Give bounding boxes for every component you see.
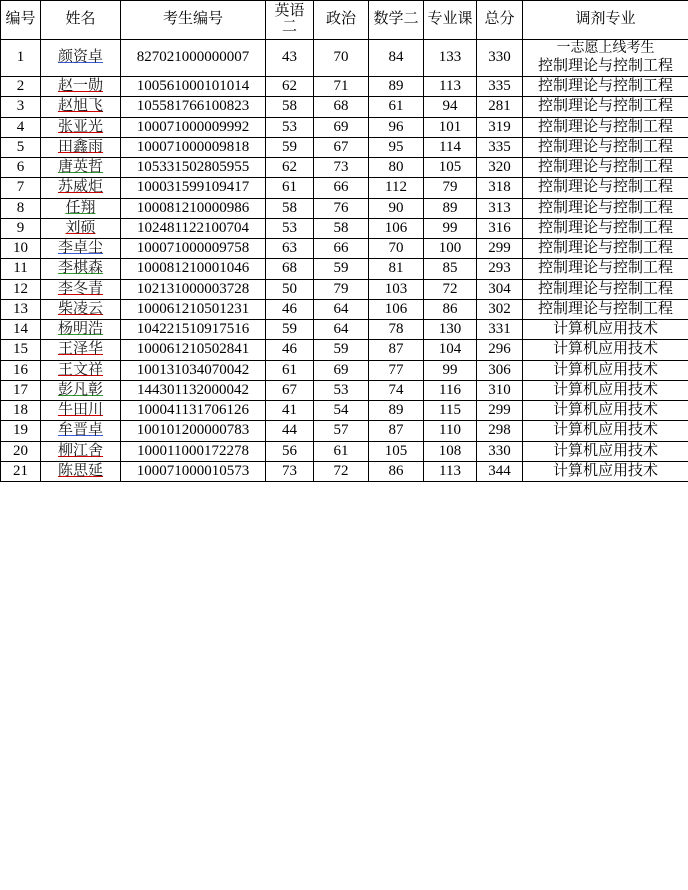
table-row: [1, 158, 688, 178]
cell-adjust-major: 计算机应用技术: [523, 461, 688, 481]
cell-exam-number: 102481122100704: [121, 218, 266, 238]
cell-math: 112: [369, 178, 424, 198]
cell-exam-number: 100031599109417: [121, 178, 266, 198]
candidate-name: 彭凡彰: [57, 381, 103, 398]
cell-math: 84: [369, 40, 424, 77]
candidate-name: 唐英哲: [57, 159, 103, 176]
cell-adjust-major: 控制理论与控制工程: [523, 178, 688, 198]
cell-english: 62: [266, 77, 314, 97]
header-politics: [314, 1, 369, 40]
cell-exam-number: 100071000009818: [121, 137, 266, 157]
cell-math: 70: [369, 239, 424, 259]
cell-id: 12: [1, 279, 41, 299]
cell-name: [41, 299, 121, 319]
cell-id: 5: [1, 137, 41, 157]
table-row: [1, 198, 688, 218]
header-id-text: 编号: [5, 11, 36, 28]
table-row: [1, 461, 688, 481]
cell-english: 44: [266, 421, 314, 441]
cell-total: 330: [477, 441, 523, 461]
cell-math: 89: [369, 401, 424, 421]
cell-exam-number: 827021000000007: [121, 40, 266, 77]
first-choice-note: 一志愿上线考生: [556, 41, 655, 56]
cell-politics: 69: [314, 117, 369, 137]
cell-politics: 71: [314, 77, 369, 97]
cell-adjust-major: 控制理论与控制工程: [523, 239, 688, 259]
cell-exam-number: 100081210001046: [121, 259, 266, 279]
cell-exam-number: 100071000010573: [121, 461, 266, 481]
cell-total: 330: [477, 40, 523, 77]
cell-total: 313: [477, 198, 523, 218]
cell-politics: 79: [314, 279, 369, 299]
cell-total: 320: [477, 158, 523, 178]
table-row: [1, 279, 688, 299]
cell-english: 68: [266, 259, 314, 279]
cell-math: 106: [369, 218, 424, 238]
cell-adjust-major: 控制理论与控制工程: [523, 218, 688, 238]
header-english: [266, 1, 314, 40]
cell-english: 63: [266, 239, 314, 259]
cell-name: [41, 401, 121, 421]
cell-adjust-major: 控制理论与控制工程: [523, 158, 688, 178]
cell-politics: 76: [314, 198, 369, 218]
candidate-name: 刘硕: [65, 219, 96, 236]
cell-major: 86: [424, 299, 477, 319]
cell-politics: 70: [314, 40, 369, 77]
cell-major: 100: [424, 239, 477, 259]
table-row: [1, 360, 688, 380]
cell-major: 133: [424, 40, 477, 77]
cell-major: 115: [424, 401, 477, 421]
cell-id: 16: [1, 360, 41, 380]
cell-name: [41, 360, 121, 380]
cell-politics: 68: [314, 97, 369, 117]
cell-english: 62: [266, 158, 314, 178]
cell-english: 46: [266, 340, 314, 360]
cell-id: 11: [1, 259, 41, 279]
cell-exam-number: 100061210501231: [121, 299, 266, 319]
cell-exam-number: 100081210000986: [121, 198, 266, 218]
cell-adjust-major: 控制理论与控制工程: [523, 77, 688, 97]
cell-major: 85: [424, 259, 477, 279]
cell-politics: 66: [314, 239, 369, 259]
cell-english: 58: [266, 198, 314, 218]
cell-adjust-major: 控制理论与控制工程: [523, 259, 688, 279]
cell-name: [41, 259, 121, 279]
cell-english: 59: [266, 137, 314, 157]
cell-math: 77: [369, 360, 424, 380]
table-row: [1, 299, 688, 319]
cell-name: [41, 117, 121, 137]
candidate-name: 王泽华: [57, 341, 103, 358]
cell-adjust-major: 计算机应用技术: [523, 421, 688, 441]
cell-math: 106: [369, 299, 424, 319]
cell-english: 41: [266, 401, 314, 421]
table-header-row: [1, 1, 688, 40]
cell-name: [41, 218, 121, 238]
cell-english: 61: [266, 360, 314, 380]
table-row: [1, 77, 688, 97]
cell-politics: 64: [314, 299, 369, 319]
cell-major: 89: [424, 198, 477, 218]
cell-total: 299: [477, 401, 523, 421]
cell-id: 1: [1, 40, 41, 77]
header-english-text: 英语二: [274, 3, 305, 35]
cell-adjust-major: 计算机应用技术: [523, 360, 688, 380]
cell-english: 50: [266, 279, 314, 299]
header-adjust-major-text: 调剂专业: [575, 11, 636, 28]
cell-total: 316: [477, 218, 523, 238]
cell-politics: 59: [314, 340, 369, 360]
cell-exam-number: 100101200000783: [121, 421, 266, 441]
cell-name: [41, 158, 121, 178]
table-row: [1, 421, 688, 441]
cell-id: 15: [1, 340, 41, 360]
cell-math: 103: [369, 279, 424, 299]
cell-politics: 58: [314, 218, 369, 238]
cell-exam-number: 100041131706126: [121, 401, 266, 421]
cell-exam-number: 105331502805955: [121, 158, 266, 178]
cell-english: 43: [266, 40, 314, 77]
cell-id: 2: [1, 77, 41, 97]
cell-english: 53: [266, 117, 314, 137]
cell-math: 105: [369, 441, 424, 461]
candidate-name: 李卓尘: [57, 240, 103, 257]
cell-major: 108: [424, 441, 477, 461]
table-body: [1, 40, 688, 482]
cell-name: [41, 461, 121, 481]
cell-english: 56: [266, 441, 314, 461]
cell-total: 335: [477, 77, 523, 97]
table-row: [1, 218, 688, 238]
header-id: [1, 1, 41, 40]
table-row: [1, 97, 688, 117]
cell-adjust-major: 控制理论与控制工程: [523, 137, 688, 157]
header-exam-number: [121, 1, 266, 40]
cell-name: [41, 380, 121, 400]
table-row: [1, 441, 688, 461]
cell-math: 78: [369, 320, 424, 340]
candidate-name: 柳江舍: [57, 442, 103, 459]
table-row: [1, 137, 688, 157]
cell-name: [41, 421, 121, 441]
cell-politics: 54: [314, 401, 369, 421]
header-math: [369, 1, 424, 40]
cell-id: 21: [1, 461, 41, 481]
cell-politics: 61: [314, 441, 369, 461]
candidate-name: 张亚光: [57, 118, 103, 135]
cell-name: [41, 178, 121, 198]
cell-name: [41, 239, 121, 259]
table-row: [1, 178, 688, 198]
cell-total: 319: [477, 117, 523, 137]
cell-total: 318: [477, 178, 523, 198]
cell-english: 53: [266, 218, 314, 238]
cell-total: 335: [477, 137, 523, 157]
candidate-name: 赵旭飞: [57, 98, 103, 115]
candidate-name: 李棋森: [57, 260, 103, 277]
cell-exam-number: 100131034070042: [121, 360, 266, 380]
cell-adjust-major: 计算机应用技术: [523, 380, 688, 400]
cell-exam-number: 104221510917516: [121, 320, 266, 340]
table-row: [1, 401, 688, 421]
cell-exam-number: 100561000101014: [121, 77, 266, 97]
cell-major: 101: [424, 117, 477, 137]
cell-math: 81: [369, 259, 424, 279]
cell-total: 344: [477, 461, 523, 481]
cell-total: 331: [477, 320, 523, 340]
cell-math: 86: [369, 461, 424, 481]
candidate-name: 颜资卓: [57, 49, 103, 66]
candidate-name: 杨明浩: [57, 321, 103, 338]
candidate-name: 任翔: [65, 199, 96, 216]
cell-politics: 69: [314, 360, 369, 380]
cell-math: 74: [369, 380, 424, 400]
cell-total: 281: [477, 97, 523, 117]
cell-name: [41, 279, 121, 299]
cell-major: 113: [424, 461, 477, 481]
cell-total: 293: [477, 259, 523, 279]
cell-math: 61: [369, 97, 424, 117]
cell-math: 95: [369, 137, 424, 157]
cell-politics: 57: [314, 421, 369, 441]
cell-politics: 66: [314, 178, 369, 198]
candidate-name: 牟晋卓: [57, 422, 103, 439]
cell-major: 114: [424, 137, 477, 157]
cell-math: 90: [369, 198, 424, 218]
cell-id: 17: [1, 380, 41, 400]
cell-exam-number: 100011000172278: [121, 441, 266, 461]
candidate-name: 陈思延: [57, 462, 103, 479]
candidate-name: 赵一勋: [57, 78, 103, 95]
cell-total: 310: [477, 380, 523, 400]
cell-id: 3: [1, 97, 41, 117]
header-math-text: 数学二: [373, 11, 419, 28]
table-row: [1, 320, 688, 340]
header-adjust-major: [523, 1, 688, 40]
cell-total: 296: [477, 340, 523, 360]
cell-major: 99: [424, 218, 477, 238]
cell-math: 89: [369, 77, 424, 97]
cell-math: 96: [369, 117, 424, 137]
header-total-text: 总分: [484, 11, 515, 28]
cell-adjust-major: 控制理论与控制工程: [523, 97, 688, 117]
cell-major: 94: [424, 97, 477, 117]
cell-exam-number: 100061210502841: [121, 340, 266, 360]
cell-politics: 53: [314, 380, 369, 400]
cell-name: [41, 97, 121, 117]
cell-total: 304: [477, 279, 523, 299]
cell-adjust-major: 计算机应用技术: [523, 441, 688, 461]
cell-english: 61: [266, 178, 314, 198]
cell-id: 13: [1, 299, 41, 319]
header-name-text: 姓名: [65, 11, 96, 28]
cell-name: [41, 441, 121, 461]
cell-adjust-major: 控制理论与控制工程: [523, 279, 688, 299]
cell-id: 4: [1, 117, 41, 137]
table-row: [1, 380, 688, 400]
table-row: [1, 239, 688, 259]
cell-adjust-major: [523, 40, 688, 77]
cell-adjust-major: 控制理论与控制工程: [523, 299, 688, 319]
cell-exam-number: 100071000009758: [121, 239, 266, 259]
cell-adjust-major: 控制理论与控制工程: [523, 198, 688, 218]
cell-math: 87: [369, 340, 424, 360]
cell-total: 302: [477, 299, 523, 319]
cell-major: 116: [424, 380, 477, 400]
header-major-text: 专业课: [427, 11, 473, 28]
header-politics-text: 政治: [325, 11, 356, 28]
header-exam-number-text: 考生编号: [162, 11, 223, 28]
cell-id: 19: [1, 421, 41, 441]
cell-major: 130: [424, 320, 477, 340]
cell-total: 298: [477, 421, 523, 441]
cell-name: [41, 40, 121, 77]
cell-name: [41, 137, 121, 157]
cell-major: 105: [424, 158, 477, 178]
table-row: [1, 117, 688, 137]
candidate-name: 田鑫雨: [57, 138, 103, 155]
cell-politics: 73: [314, 158, 369, 178]
cell-english: 67: [266, 380, 314, 400]
cell-english: 59: [266, 320, 314, 340]
cell-adjust-major: 控制理论与控制工程: [523, 117, 688, 137]
cell-adjust-major: 计算机应用技术: [523, 320, 688, 340]
candidate-name: 柴凌云: [57, 300, 103, 317]
cell-major: 99: [424, 360, 477, 380]
cell-math: 80: [369, 158, 424, 178]
cell-name: [41, 77, 121, 97]
cell-english: 73: [266, 461, 314, 481]
table-row: [1, 259, 688, 279]
cell-total: 306: [477, 360, 523, 380]
cell-id: 7: [1, 178, 41, 198]
cell-name: [41, 198, 121, 218]
cell-politics: 72: [314, 461, 369, 481]
cell-politics: 59: [314, 259, 369, 279]
cell-id: 14: [1, 320, 41, 340]
cell-politics: 67: [314, 137, 369, 157]
cell-english: 58: [266, 97, 314, 117]
candidate-name: 苏威炬: [57, 179, 103, 196]
header-name: [41, 1, 121, 40]
cell-adjust-major: 计算机应用技术: [523, 401, 688, 421]
cell-english: 46: [266, 299, 314, 319]
cell-major: 79: [424, 178, 477, 198]
cell-id: 6: [1, 158, 41, 178]
candidate-name: 王文祥: [57, 361, 103, 378]
cell-name: [41, 340, 121, 360]
header-major: [424, 1, 477, 40]
cell-major: 72: [424, 279, 477, 299]
cell-total: 299: [477, 239, 523, 259]
cell-exam-number: 102131000003728: [121, 279, 266, 299]
cell-major: 104: [424, 340, 477, 360]
cell-exam-number: 144301132000042: [121, 380, 266, 400]
cell-exam-number: 105581766100823: [121, 97, 266, 117]
header-total: [477, 1, 523, 40]
cell-major: 113: [424, 77, 477, 97]
cell-id: 18: [1, 401, 41, 421]
cell-math: 87: [369, 421, 424, 441]
cell-name: [41, 320, 121, 340]
cell-id: 10: [1, 239, 41, 259]
cell-id: 20: [1, 441, 41, 461]
cell-exam-number: 100071000009992: [121, 117, 266, 137]
cell-id: 8: [1, 198, 41, 218]
cell-adjust-major: 计算机应用技术: [523, 340, 688, 360]
cell-id: 9: [1, 218, 41, 238]
table-row: [1, 340, 688, 360]
table-row: [1, 40, 688, 77]
cell-major: 110: [424, 421, 477, 441]
adjust-major-text: 控制理论与控制工程: [537, 57, 673, 74]
cell-politics: 64: [314, 320, 369, 340]
candidate-name: 牛田川: [57, 402, 103, 419]
candidate-name: 李冬青: [57, 280, 103, 297]
